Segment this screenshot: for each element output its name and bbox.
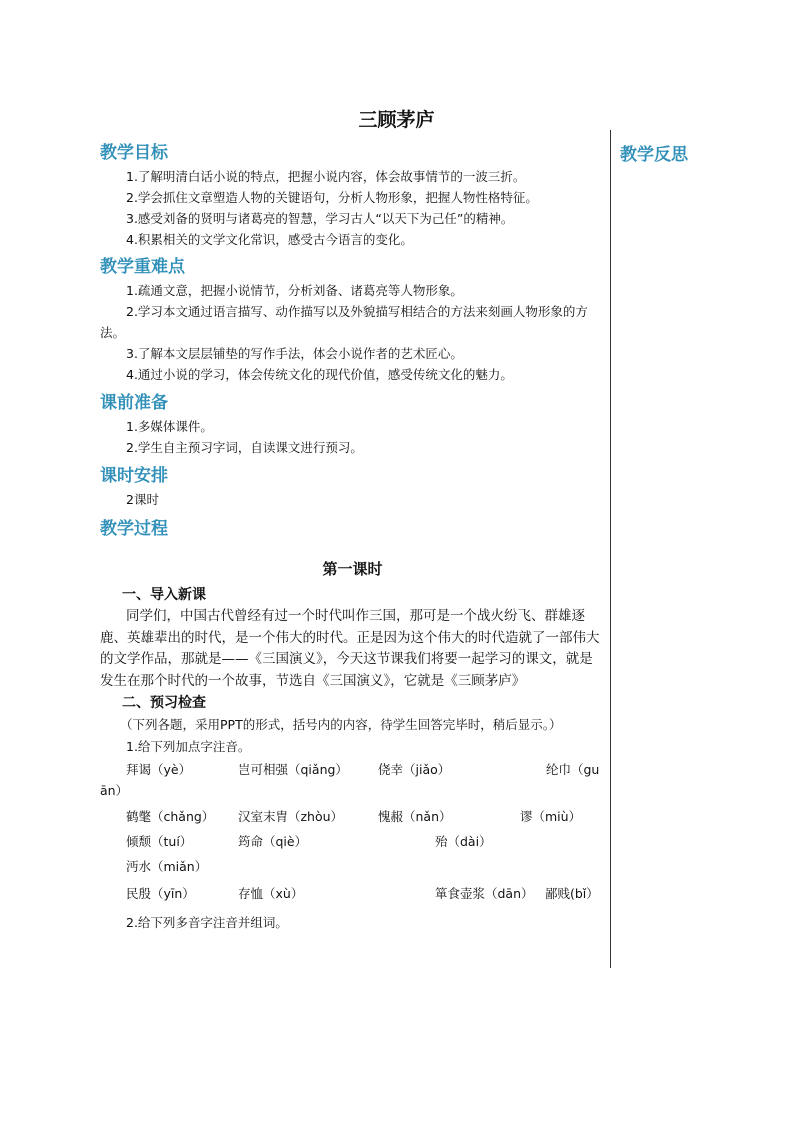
objective-item: 4.积累相关的文学文化常识，感受古今语言的变化。 [126,232,413,247]
objective-item: 2.学会抓住文章塑造人物的关键语句，分析人物形象，把握人物性格特征。 [126,190,538,205]
schedule-heading: 课时安排 [100,466,168,486]
key-point-item: 1.疏通文意，把握小说情节，分析刘备、诸葛亮等人物形象。 [126,283,463,298]
pinyin-row-continued: ān） [100,783,129,798]
objective-item: 3.感受刘备的贤明与诸葛亮的智慧，学习古人“以天下为己任”的精神。 [126,211,514,226]
intro-paragraph: 同学们，中国古代曾经有过一个时代叫作三国，那可是一个战火纷飞、群雄逐鹿、英雄辈出的时代，是一个伟大的时代。正是因为这个伟大的时代造就了一部伟大的文学作品，那就是——《三国演义》，今天这节课我们将要一起学习的课文，就是发生在那个时代的一个故事，节选自《三国演义》，它就是《三顾茅庐》 [100,608,600,689]
schedule-item: 2课时 [126,492,159,507]
key-point-item: 3.了解本文层层铺垫的写作手法，体会小说作者的艺术匠心。 [126,346,463,361]
preview-heading: 二、预习检查 [122,695,206,711]
key-points-heading: 教学重难点 [100,257,185,277]
page-title: 三顾茅庐 [358,109,435,131]
pinyin-item: 筠命（qiè） [238,834,308,849]
objectives-heading: 教学目标 [100,143,168,163]
lesson-title: 第一课时 [322,560,383,578]
intro-heading: 一、导入新课 [122,587,206,603]
pinyin-item: 侥幸（jiǎo） [378,762,451,777]
question-1: 1.给下列加点字注音。 [126,739,251,754]
pinyin-item: 愧赧（nǎn） [378,809,452,824]
pinyin-item: 拜谒（yè） [126,762,192,777]
pinyin-item: 纶巾（gu [546,762,600,777]
preparation-item: 2.学生自主预习字词，自读课文进行预习。 [126,440,363,455]
reflection-heading: 教学反思 [620,145,688,165]
pinyin-item: 存恤（xù） [238,886,304,901]
main-column [100,140,605,933]
pinyin-item: 汉室末胄（zhòu） [238,809,344,824]
column-divider [610,130,611,968]
pinyin-item: 殆（dài） [435,834,492,849]
preparation-heading: 课前准备 [100,393,168,413]
pinyin-row [100,829,605,854]
pinyin-item: 箪食壶浆（dān） [435,886,534,901]
question-2: 2.给下列多音字注音并组词。 [126,915,288,930]
pinyin-item: 鹤氅（chǎng） [126,809,215,824]
key-point-item: 2.学习本文通过语言描写、动作描写以及外貌描写相结合的方法来刻画人物形象的方法。 [100,304,588,340]
pinyin-item: 沔水（miǎn） [126,859,208,874]
pinyin-row [100,757,605,782]
pinyin-item: 谬（miù） [520,809,582,824]
pinyin-item: 岂可相强（qiǎng） [238,762,348,777]
pinyin-item: 鄙贱(bǐ） [545,886,599,901]
preview-note: （下列各题，采用PPT的形式，括号内的内容，待学生回答完毕时，稍后显示。） [120,717,562,732]
pinyin-item: 民殷（yīn） [126,886,195,901]
pinyin-row [100,804,605,829]
pinyin-row [100,881,605,906]
pinyin-item: 倾颓（tuí） [126,834,193,849]
pinyin-row [100,854,605,879]
process-heading: 教学过程 [100,519,168,539]
objective-item: 1.了解明清白话小说的特点，把握小说内容，体会故事情节的一波三折。 [126,169,526,184]
preparation-item: 1.多媒体课件。 [126,419,213,434]
key-point-item: 4.通过小说的学习，体会传统文化的现代价值，感受传统文化的魅力。 [126,367,513,382]
